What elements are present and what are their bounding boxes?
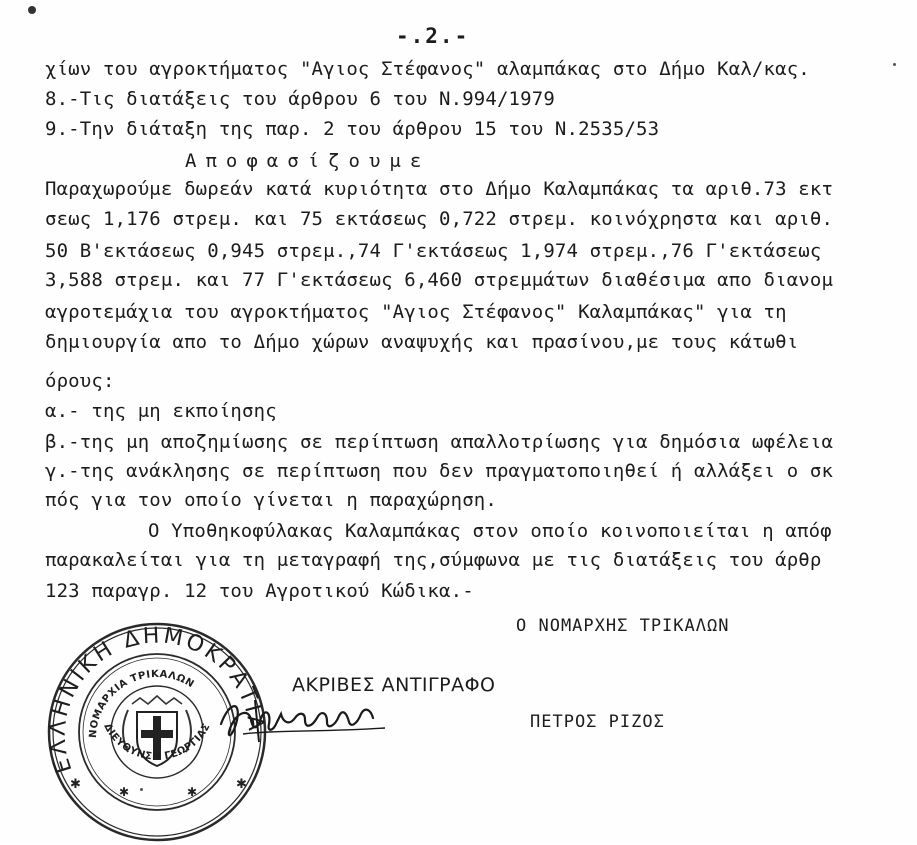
- condition-a: α.- της μη εκποίησης: [45, 400, 277, 422]
- body-line: 123 παραγρ. 12 του Αγροτικού Κώδικα.-: [45, 580, 474, 602]
- seal-inner-top-text: ΝΟΜΑΡΧΙΑ ΤΡΙΚΑΛΩΝ: [87, 668, 197, 739]
- svg-text:✱: ✱: [187, 785, 198, 799]
- body-line: παρακαλείται για τη μεταγραφή της,σύμφωνα με τις διατάξεις του άρθρ: [45, 549, 822, 571]
- condition-b: β.-της μη αποζημίωσης σε περίπτωση απαλλοτρίωσης για δημόσια ωφέλεια: [45, 431, 834, 453]
- body-line: σεως 1,176 στρεμ. και 75 εκτάσεως 0,722 στρεμ. κοινόχρηστα και αριθ.: [45, 208, 834, 230]
- svg-text:✱: ✱: [70, 777, 81, 792]
- ink-dot: [28, 6, 36, 14]
- decision-heading: Αποφασίζουμε: [185, 150, 431, 172]
- text-line: 8.-Τις διατάξεις του άρθρου 6 του Ν.994/1979: [45, 88, 555, 110]
- body-line: 50 Β'εκτάσεως 0,945 στρεμ.,74 Γ'εκτάσεως 1,974 στρεμ.,76 Γ'εκτάσεως: [45, 240, 822, 262]
- seal-inner-bottom-text: ΔΙΕΥΘΥΝΣΗ ΓΕΩΡΓΙΑΣ: [101, 721, 213, 763]
- page-number: -.2.-: [396, 24, 470, 48]
- svg-text:ΔΙΕΥΘΥΝΣΗ ΓΕΩΡΓΙΑΣ: [101, 722, 212, 763]
- body-line: αγροτεμάχια του αγροκτήματος "Αγιος Στέφανος" Καλαμπάκας" για τη: [45, 301, 787, 323]
- condition-c: γ.-της ανάκλησης σε περίπτωση που δεν πραγματοποιηθεί ή αλλάξει ο σκ: [45, 460, 834, 482]
- body-line: δημιουργία απο το Δήμο χώρων αναψυχής και πρασίνου,με τους κάτωθι: [45, 331, 799, 353]
- text-line: χίων του αγροκτήματος "Αγιος Στέφανος" αλαμπάκας στο Δήμο Καλ/κας.: [45, 58, 810, 80]
- svg-text:✱: ✱: [119, 785, 130, 799]
- ink-speck: [893, 63, 896, 66]
- certified-copy-stamp: ΑΚΡΙΒΕΣ ΑΝΤΙΓΡΑΦΟ: [292, 674, 496, 696]
- text-line: 9.-Την διάταξη της παρ. 2 του άρθρου 15 του Ν.2535/53: [45, 118, 660, 140]
- ink-speck: [140, 788, 143, 791]
- signatory-title: Ο ΝΟΜΑΡΧΗΣ ΤΡΙΚΑΛΩΝ: [516, 616, 730, 636]
- handwritten-signature: [215, 690, 395, 750]
- body-line: Παραχωρούμε δωρεάν κατά κυριότητα στο Δήμο Καλαμπάκας τα αριθ.73 εκτ: [45, 178, 834, 200]
- signatory-name: ΠΕΤΡΟΣ ΡΙΖΟΣ: [530, 712, 665, 732]
- seal-outer-text: ΕΛΛΗΝΙΚΗ ΔΗΜΟΚΡΑΤΙΑ: [45, 623, 269, 777]
- svg-text:✱: ✱: [236, 777, 247, 792]
- body-line: πός για τον οποίο γίνεται η παραχώρηση.: [45, 489, 497, 511]
- body-line: όρους:: [45, 370, 115, 392]
- body-line: 3,588 στρεμ. και 77 Γ'εκτάσεως 6,460 στρεμμάτων διαθέσιμα απο διανομ: [45, 269, 834, 291]
- body-line: Ο Υποθηκοφύλακας Καλαμπάκας στον οποίο κοινοποιείται η απόφ: [148, 520, 832, 542]
